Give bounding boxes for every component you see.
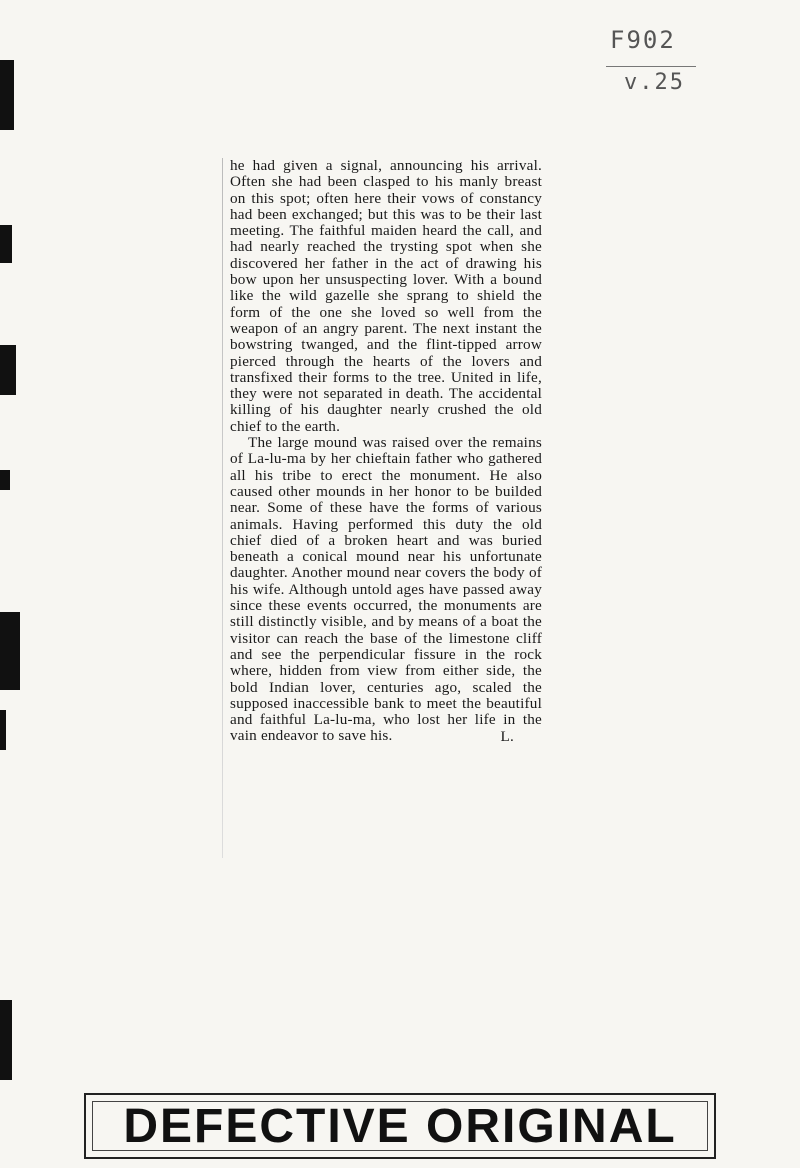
call-number-line2: v.25 xyxy=(624,70,685,95)
defective-original-stamp xyxy=(84,1093,716,1159)
article-signature: L. xyxy=(500,727,514,745)
article-text xyxy=(230,158,542,745)
article-paragraph-2: The large mound was raised over the remains of La-lu-ma by her chieftain father who gathered all his tribe to erect the monument. He also caused other mounds in her honor to be builded near. Some of these have the forms of various animals. Having performed this duty the old chief died of a broken heart and was buried beneath a conical mound near his unfortunate daughter. Another mound near covers the body of his wife. Although untold ages have passed away since these events occurred, the monuments are still distinctly visible, and by means of a boat the visitor can reach the base of the limestone cliff and see the perpendicular fissure in the rock where, hidden from view from either side, the bold Indian lover, centuries ago, scaled the supposed inaccessible bank to meet the beautiful and faithful La-lu-ma, who lost her life in the vain endeavor to save his. xyxy=(230,434,542,745)
call-number-annotation xyxy=(606,26,706,96)
call-number-rule xyxy=(606,66,696,67)
clipping-edge xyxy=(222,158,223,858)
article-paragraph-1: he had given a signal, announcing his arrival. Often she had been clasped to his manly breast on this spot; often here their vows of constancy had been exchanged; but this was to be their last meeting. The faithful maiden heard the call, and had nearly reached the trysting spot when she discovered her father in the act of drawing his bow upon her unsuspecting lover. With a bound like the wild gazelle she sprang to shield the form of the one she loved so well from the weapon of an angry parent. The next instant the bowstring twanged, and the flint-tipped arrow pierced through the hearts of the lovers and transfixed their forms to the tree. United in life, they were not separated in death. The accidental killing of his daughter nearly crushed the old chief to the earth. xyxy=(230,157,542,435)
stamp-label: DEFECTIVE ORIGINAL xyxy=(123,1100,677,1153)
call-number-line1: F902 xyxy=(610,26,676,54)
newspaper-clipping xyxy=(222,158,552,878)
scanned-page-left-edge xyxy=(0,0,22,1168)
